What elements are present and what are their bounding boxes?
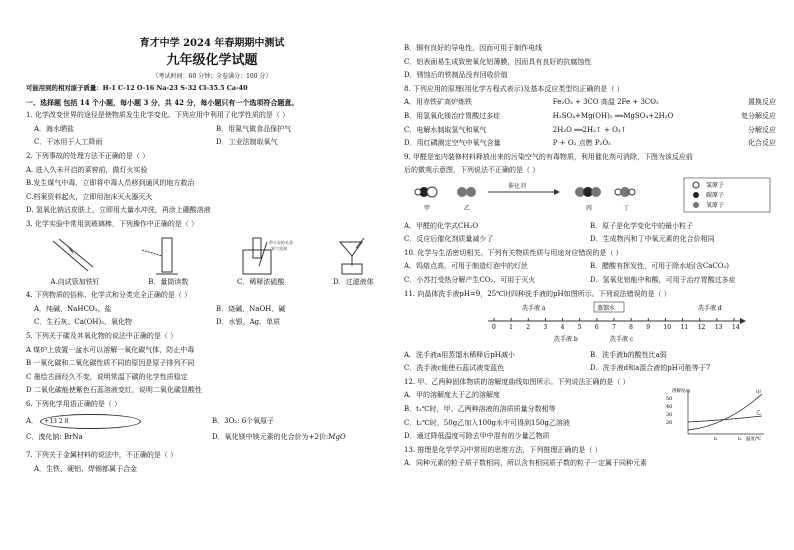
ph-tag-c: 洗手液 c [610, 336, 634, 344]
ph-tick-label: 8 [629, 324, 633, 332]
q8-row-type: 复分解反应 [740, 111, 776, 120]
q1-options-ab [26, 123, 398, 137]
q13-option-a: A．同种元素的粒子质子数相同，所以含有相同质子数的粒子一定属于同种元素 [404, 459, 648, 468]
q11-option-b: B．洗手液b的酸性比a弱 [590, 350, 667, 359]
ph-tick-label: 10 [663, 324, 672, 332]
ph-ticks [492, 318, 740, 331]
chart-t2: t₂ [738, 436, 742, 442]
ph-tick-label: 3 [543, 324, 548, 332]
q13-stem: 13. 推理是化学学习中常用的思维方法，下列推理正确的是（ ） [404, 445, 602, 454]
q6-options-ab [26, 411, 398, 431]
q6-stem: 6. 下列化学用语正确的是（ ） [26, 399, 122, 408]
section-one-heading: 一、选择题 包括 14 个小题，每小题 3 分，共 42 分，每小题只有一个选项符合题意。 [26, 97, 299, 107]
q5-option-d: D 二氧化碳能使紫色石蕊溶液变红，说明二氧化碳显酸性 [26, 386, 202, 395]
curve-jia [688, 394, 762, 430]
q9-stem: 9. 甲醛是室内装修材料释放出来的污染空气的有毒物质，利用催化剂可消除，下图为该反应前 [404, 152, 693, 161]
legend-hydrogen: 氢原子 [706, 181, 725, 189]
q4-option-b: B．烧碱、NaOH、碱 [216, 304, 286, 313]
q5-option-b: B 一氧化碳和二氧化碳性质不同的原因是原子排列不同 [26, 359, 195, 368]
q7-stem: 7. 下列关于金属材料的说法中，不正确的是（ ） [26, 451, 178, 460]
q1-option-a: A．海水晒盐 [34, 124, 75, 133]
q8-row-type: 化合反应 [747, 139, 776, 148]
q8-row [404, 96, 776, 110]
q8-row [404, 124, 776, 138]
q7-option-a: A．生铁、硬铝、焊锡都属于合金 [34, 464, 138, 473]
q11-option-d: D．洗手液d和a混合液的pH可能等于7 [590, 364, 711, 373]
q11-option-c: C．洗手液c能使石蕊试液变蓝色 [404, 364, 505, 373]
q2-option-c: C.档案资料起火，立即用泡沫灭火器灭火 [26, 192, 153, 201]
q4-options-ab [26, 303, 398, 317]
q9-stem-2: 后的微观示意图，下列说法不正确的是（ ） [404, 166, 540, 175]
q3-figures [26, 232, 398, 276]
q9-option-c: C．反应后催化剂质量减少了 [404, 235, 494, 244]
q7-option-c: C．铝表面易生成致密氧化铝薄膜，因而具有良好的抗腐蚀性 [404, 57, 592, 66]
chart-ytick: 30 [666, 411, 673, 418]
q12-option-a: A．甲的溶解度大于乙的溶解度 [404, 391, 501, 400]
ph-tag-water: 蒸馏水 [597, 305, 616, 313]
q2-option-a: A. 进入久未开启的菜窖前，做灯火实验 [26, 165, 148, 174]
q3-option-d: D．过滤液体 [333, 277, 374, 286]
q12-stem: 12. 甲、乙两种固体物质的溶解度曲线如图所示。下列说法正确的是（ ） [404, 377, 630, 386]
ph-tick-label: 0 [492, 324, 496, 332]
ph-number-line [404, 301, 776, 343]
ph-tick-label: 4 [560, 324, 565, 332]
chart-ytick: 40 [666, 403, 673, 410]
q10-options-cd [404, 274, 776, 288]
exam-title: 九年级化学试题 [166, 53, 258, 68]
ph-tick-label: 11 [680, 324, 689, 332]
q1-option-c: C．干冰用于人工降雨 [34, 138, 103, 147]
series-label-jia: 甲 [756, 389, 762, 396]
q8-row-label: D．用红磷测定空气中氧气含量 [404, 139, 501, 148]
chart-t1: t₁ [714, 436, 718, 442]
chart-ytick: 50 [666, 395, 673, 402]
q10-option-c: C．小苏打受热分解产生CO₂，可用于灭火 [404, 275, 536, 284]
oxygen-atom-icon [466, 187, 476, 197]
legend-carbon: 碳原子 [706, 191, 725, 199]
q8-row [404, 137, 776, 151]
q6-option-c: C．溴化钠: BrNa [26, 433, 83, 442]
solubility-chart [666, 386, 770, 442]
q3-option-labels [26, 276, 398, 290]
q10-options-ab [404, 260, 776, 274]
q9-option-d: D．生成物丙和丁中氧元素的化合价相同 [590, 235, 715, 244]
legend-oxygen: 氧原子 [706, 201, 725, 209]
q8-row-equation: H₂SO₄+Mg(OH)₂ ══MgSO₄+2H₂O [552, 111, 674, 120]
ph-tick-label: 5 [577, 324, 582, 332]
q8-equation-table [404, 96, 776, 150]
q7-option-d: D．锈蚀后的铁制品没有回收价值 [404, 71, 508, 80]
dilution-figure [229, 236, 293, 276]
q11-stem: 11. 向晶体洗手液pH=9，25℃时四种洗手液的pH如图所示。下列说法错误的是（ ） [404, 289, 671, 298]
q11-option-a: A．洗手液a用蒸馏水稀释后pH减小 [404, 350, 515, 359]
q4-option-d: D．水银、Ag、单质 [216, 318, 281, 327]
ph-tick-label: 14 [732, 324, 740, 332]
ph-axis-arrow-icon [740, 318, 746, 324]
hydrogen-atom-icon [629, 189, 635, 195]
q9-options-ab [404, 220, 776, 234]
q9-option-a: A．甲醛的化学式CH₂O [404, 221, 479, 230]
hydrogen-atom-icon [415, 189, 421, 195]
q9-molecule-diagram [404, 178, 776, 214]
ph-tick-label: 9 [646, 324, 651, 332]
q8-row-equation: Fe₂O₃ + 3CO 高温 2Fe + 3CO₂ [552, 98, 659, 107]
q6-option-a-label: A． [26, 416, 39, 425]
cylinder-reading-figure [136, 236, 196, 276]
q6-option-d-formula: MgO [328, 433, 346, 442]
q8-row-label: A．用赤铁矿高炉炼铁 [404, 98, 473, 107]
ph-tick-label: 12 [697, 324, 706, 332]
q1-stem: 1. 化学改变世界的途径是使物质发生化学变化。下列应用中利用了化学性质的是（ ） [26, 111, 290, 120]
q6-options-cd [26, 431, 398, 445]
chart-ytick: 20 [666, 419, 673, 426]
q8-row-label: C．电解水制取氢气和氧气 [404, 125, 487, 134]
species-label-bing: 丙 [586, 204, 593, 212]
q5-option-c: C 墨绘古画经久不变，说明常温下碳的化学性质稳定 [26, 372, 188, 381]
q4-option-c: C．生石灰、Ca(OH)₂、氧化物 [34, 318, 132, 327]
filtration-figure [322, 236, 382, 276]
q6-option-a [26, 414, 212, 430]
ph-tick-label: 13 [714, 324, 723, 332]
q10-stem: 10. 化学与生活密切相关。下列有关物质性质与用途对应错误的是（ ） [404, 248, 623, 257]
atom-structure-icon: +13 2 8 [40, 414, 141, 430]
ph-tick-label: 7 [612, 324, 616, 332]
q2-option-d: D. 氢氧化钠沾皮肤上，立即用大量水冲洗，再涂上硼酸溶液 [26, 206, 211, 215]
q2-stem: 2. 下列事故的处理方法不正确的是（ ） [26, 151, 150, 160]
hydrogen-atom-icon [427, 187, 437, 197]
legend-hydrogen-icon [693, 182, 699, 188]
q8-row-type: 置换反应 [747, 98, 776, 107]
exam-info: （考试时间：60 分钟；全卷满分：100 分） [152, 73, 272, 80]
ph-tag-b: 洗手液 b [554, 336, 578, 344]
oxygen-atom-icon [591, 187, 601, 197]
q12-block [404, 376, 776, 444]
q3-option-b: B．量筒读数 [148, 277, 189, 286]
q1-option-d: D．工业法制取氧气 [216, 138, 278, 147]
q7-option-b: B．铜有良好的导电性，因而可用于制作电线 [404, 44, 543, 52]
atomic-masses: 可能用到的相对原子质量：H-1 C-12 O-16 Na-23 S-32 Cl-35.5 Ca-40 [26, 84, 248, 92]
q1-option-b: B．用氮气做食品保护气 [216, 124, 292, 133]
test-tube-figure [43, 236, 103, 276]
ph-tag-d: 洗手液 d [698, 305, 722, 313]
q2-option-b: B.发生煤气中毒，立即将中毒人员移到通风的地方救治 [26, 179, 195, 188]
ph-tick-label: 1 [509, 324, 513, 332]
q3-option-a: A.向试管加铁钉 [50, 277, 100, 286]
species-label-jia: 甲 [424, 204, 431, 212]
q6-option-d [212, 431, 398, 445]
school-title: 育才中学 2024 年春期期中测试 [139, 38, 285, 49]
q5-option-a: A 煤炉上放置一盆水可以溶解一氧化碳气体，防止中毒 [26, 345, 195, 354]
q12-option-c: C．t₂℃时，50g乙加入100g水中可得到150g乙溶液 [404, 418, 570, 427]
q9-option-b: B．原子是化学变化中的最小粒子 [590, 221, 694, 230]
q8-row-equation: P + O₂ 点燃 P₂O₅ [552, 139, 611, 148]
q4-stem: 4. 下列物质的俗称、化学式和分类完全正确的是（ ） [26, 291, 192, 300]
legend-oxygen-icon [693, 202, 699, 208]
oxygen-atom-icon [457, 187, 467, 197]
q10-option-d: D．氢氧化铝能中和酸，可用于治疗胃酸过多症 [590, 275, 736, 284]
q5-stem: 5. 下列关于碳及其氧化物的说法中正确的是（ ） [26, 331, 178, 340]
arrow-head-icon [554, 189, 560, 195]
q3-fig-note-1: 带火星的木条 [268, 239, 293, 245]
q3-stem: 3. 化学实验中常用到玻璃棒，下列操作中正确的是（ ） [26, 219, 199, 228]
q10-option-b: B．醋酸有挥发性，可用于除水垢(含CaCO₃) [590, 262, 730, 271]
q8-row-type: 分解反应 [747, 125, 776, 134]
q8-row [404, 110, 776, 124]
q11-options-ab [404, 349, 776, 363]
ph-tick-label: 2 [526, 324, 531, 332]
q12-option-d: D．通过降低温度可除去甲中混有的少量乙物质 [404, 432, 550, 441]
chart-xlabel: 温度/℃ [746, 436, 762, 442]
q12-option-b: B．t₁℃时，甲、乙两种溶液的溶质质量分数相等 [404, 405, 556, 414]
species-label-yi: 乙 [464, 204, 471, 212]
chart-ylabel: 溶解度/g [672, 388, 690, 394]
series-label-yi: 乙 [756, 409, 762, 416]
q1-options-cd [26, 136, 398, 150]
q4-options-cd [26, 316, 398, 330]
q8-row-label: B．用氢氧化镁治疗胃酸过多症 [404, 111, 501, 120]
q3-fig-note-2: 氧气验满 [270, 245, 287, 251]
q3-option-c: C．稀释浓硫酸 [237, 277, 285, 286]
q4-option-a: A．纯碱、NaHCO₃、盐 [34, 304, 112, 313]
q8-stem: 8. 下列应用的原理(用化学方程式表示)及基本反应类型均正确的是（ ） [404, 84, 624, 93]
catalyst-label: 催化剂 [508, 182, 527, 190]
legend-carbon-icon [693, 192, 699, 198]
q11-options-cd [404, 362, 776, 376]
ph-tag-a: 洗手液 a [522, 305, 546, 313]
q9-options-cd [404, 233, 776, 247]
species-label-ding: 丁 [623, 204, 630, 212]
q10-option-a: A．钨熔点高，可用于制造灯泡中的灯丝 [404, 262, 529, 271]
q8-row-equation: 2H₂O ══2H₂↑ + O₂↑ [552, 125, 627, 134]
q6-option-d-label: D．氧化镁中镁元素的化合价为+2价: [212, 433, 329, 442]
left-column [26, 0, 398, 476]
q6-option-b: B．3O₂: 6个氧原子 [212, 416, 275, 425]
right-column [404, 0, 776, 471]
ph-tick-label: 6 [594, 324, 599, 332]
